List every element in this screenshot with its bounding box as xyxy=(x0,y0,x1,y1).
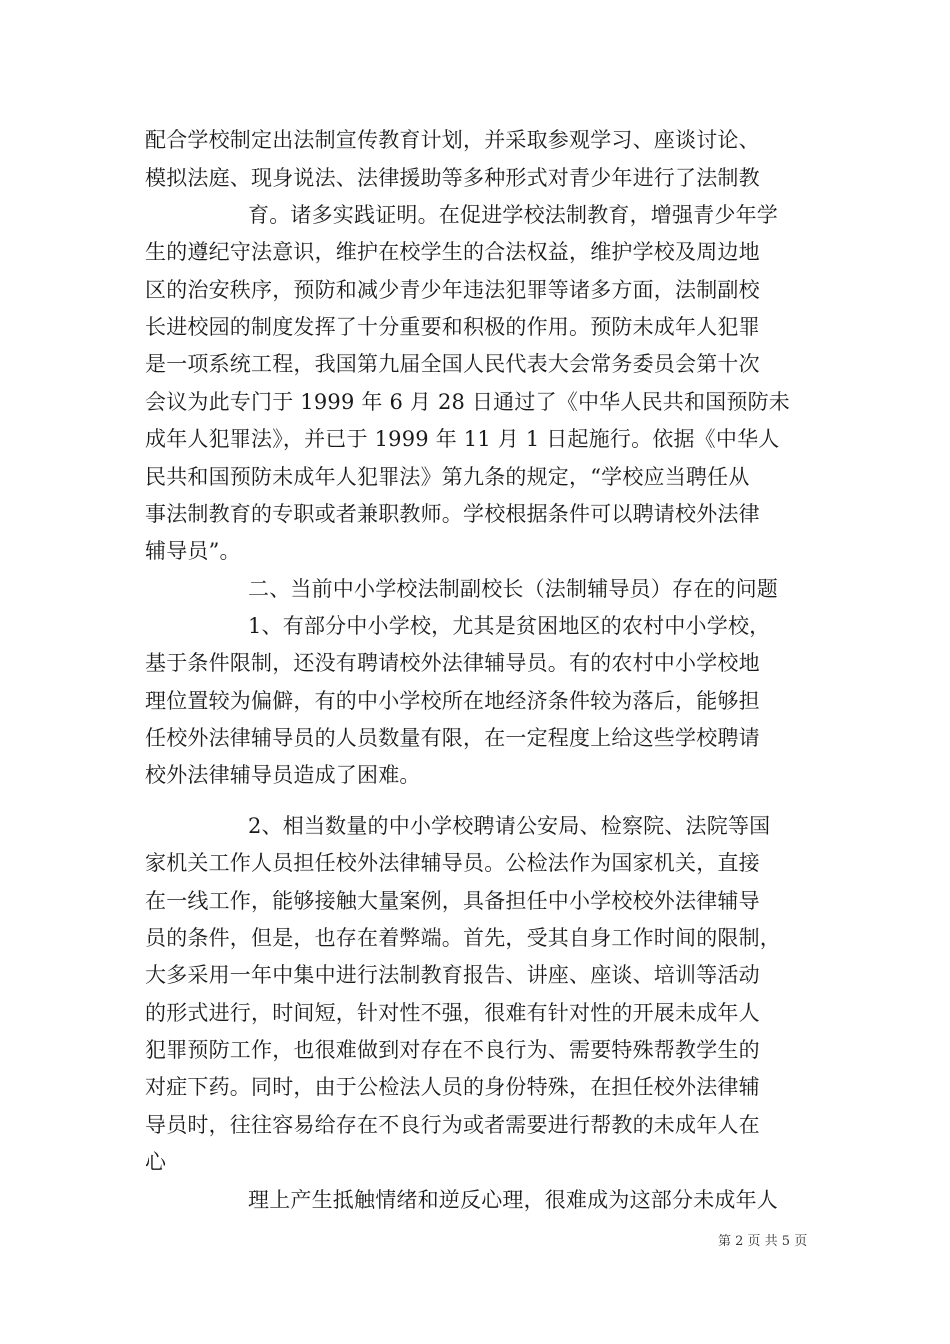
text-line: 成年人犯罪法》，并已于 1999 年 11 月 1 日起施行。依据《中华人 xyxy=(145,427,780,451)
page-number-footer: 第 2 页 共 5 页 xyxy=(718,1234,808,1249)
text-line: 心 xyxy=(145,1150,167,1174)
text-line: 2、相当数量的中小学校聘请公安局、检察院、法院等国 xyxy=(248,814,771,838)
text-line: 理上产生抵触情绪和逆反心理，很难成为这部分未成年人 xyxy=(248,1188,778,1212)
text-line: 生的遵纪守法意识，维护在校学生的合法权益，维护学校及周边地 xyxy=(145,240,760,264)
text-line: 会议为此专门于 1999 年 6 月 28 日通过了《中华人民共和国预防未 xyxy=(145,390,790,414)
text-line: 1、有部分中小学校，尤其是贫困地区的农村中小学校， xyxy=(248,614,771,638)
text-line: 理位置较为偏僻，有的中小学校所在地经济条件较为落后，能够担 xyxy=(145,689,760,713)
text-line: 大多采用一年中集中进行法制教育报告、讲座、座谈、培训等活动 xyxy=(145,963,760,987)
text-line: 长进校园的制度发挥了十分重要和积极的作用。预防未成年人犯罪 xyxy=(145,315,760,339)
text-line: 模拟法庭、现身说法、法律援助等多种形式对青少年进行了法制教 xyxy=(145,166,760,190)
text-line: 任校外法律辅导员的人员数量有限，在一定程度上给这些学校聘请 xyxy=(145,726,760,750)
text-line: 民共和国预防未成年人犯罪法》第九条的规定，“学校应当聘任从 xyxy=(145,465,750,489)
text-line: 导员时，往往容易给存在不良行为或者需要进行帮教的未成年人在 xyxy=(145,1113,760,1137)
text-line: 辅导员”。 xyxy=(145,539,241,563)
text-line: 的形式进行，时间短，针对性不强，很难有针对性的开展未成年人 xyxy=(145,1001,760,1025)
text-line: 对症下药。同时，由于公检法人员的身份特殊，在担任校外法律辅 xyxy=(145,1075,760,1099)
text-line: 事法制教育的专职或者兼职教师。学校根据条件可以聘请校外法律 xyxy=(145,502,760,526)
text-line: 基于条件限制，还没有聘请校外法律辅导员。有的农村中小学校地 xyxy=(145,651,760,675)
section-heading: 二、当前中小学校法制副校长（法制辅导员）存在的问题 xyxy=(248,577,778,601)
text-line: 育。诸多实践证明。在促进学校法制教育，增强青少年学 xyxy=(248,203,778,227)
text-line: 校外法律辅导员造成了困难。 xyxy=(145,763,421,787)
text-line: 犯罪预防工作，也很难做到对存在不良行为、需要特殊帮教学生的 xyxy=(145,1038,760,1062)
text-line: 家机关工作人员担任校外法律辅导员。公检法作为国家机关，直接 xyxy=(145,851,760,875)
text-line: 区的治安秩序，预防和减少青少年违法犯罪等诸多方面，法制副校 xyxy=(145,278,760,302)
text-line: 在一线工作，能够接触大量案例，具备担任中小学校校外法律辅导 xyxy=(145,889,760,913)
text-line: 员的条件，但是，也存在着弊端。首先，受其自身工作时间的限制， xyxy=(145,926,781,950)
text-line: 是一项系统工程，我国第九届全国人民代表大会常务委员会第十次 xyxy=(145,352,760,376)
text-line: 配合学校制定出法制宣传教育计划，并采取参观学习、座谈讨论、 xyxy=(145,128,760,152)
